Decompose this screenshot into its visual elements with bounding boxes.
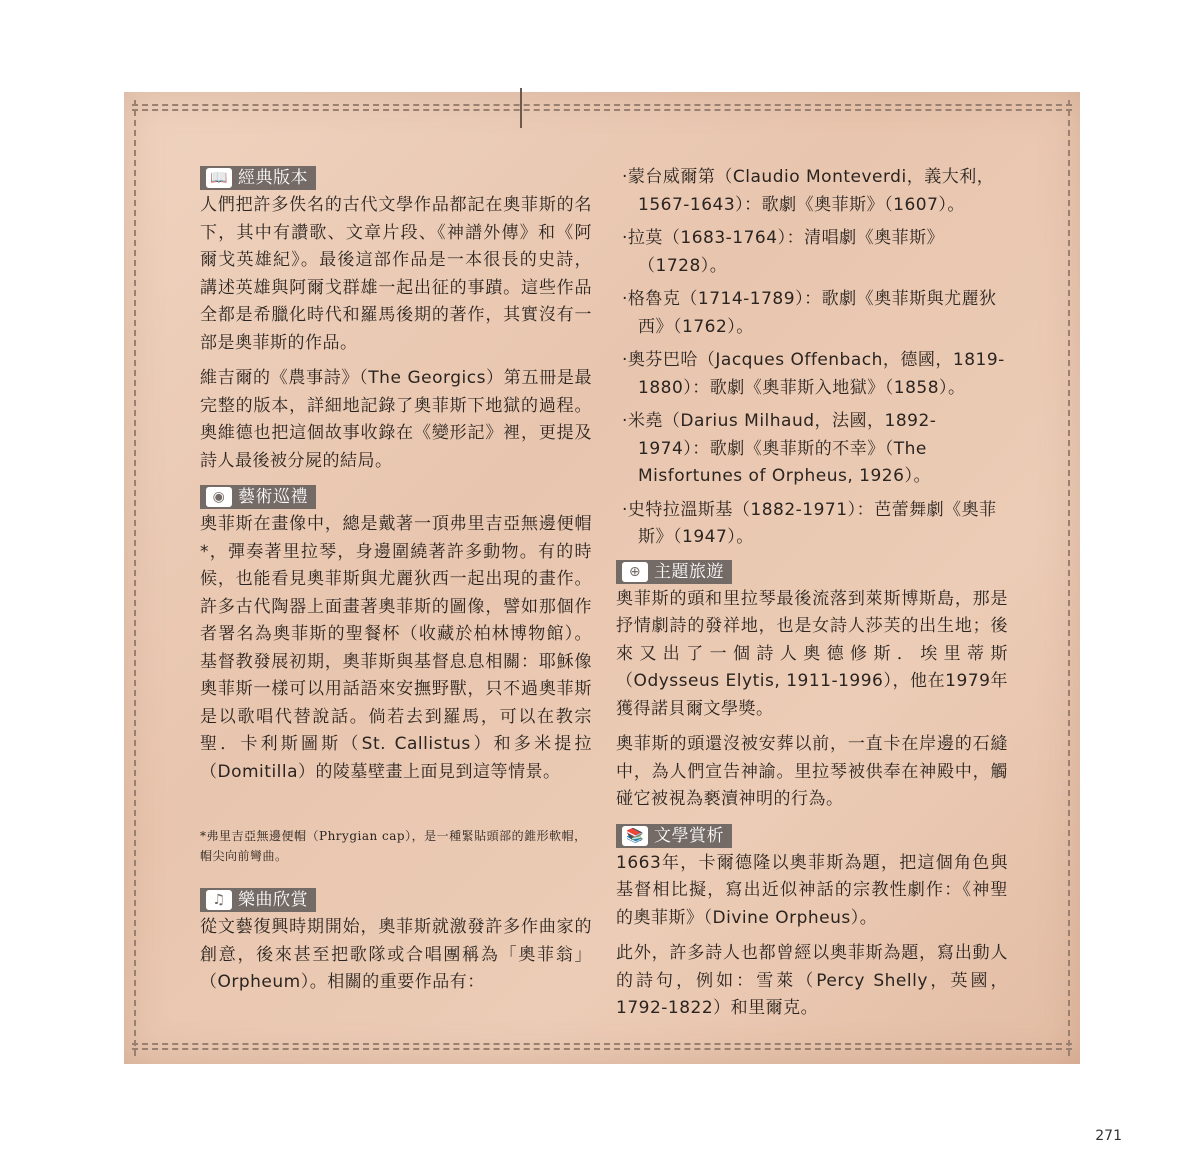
list-item: ·拉莫（1683-1764）：清唱劇《奧菲斯》（1728）。 bbox=[622, 228, 945, 276]
paragraph: 奧菲斯的頭還沒被安葬以前，一直卡在岸邊的石縫中，為人們宣告神諭。里拉琴被供奉在神殿中，觸碰它被視為褻瀆神明的行為。 bbox=[616, 734, 1008, 809]
section-title: 藝術巡禮 bbox=[238, 487, 308, 507]
crop-mark bbox=[520, 88, 522, 128]
dashed-border-right bbox=[1068, 100, 1070, 1056]
dashed-border-top-inner bbox=[132, 109, 1072, 111]
section-title: 主題旅遊 bbox=[654, 561, 724, 582]
page-number: 271 bbox=[1095, 1128, 1122, 1144]
paragraph: 1663年，卡爾德隆以奧菲斯為題，把這個角色與基督相比擬，寫出近似神話的宗教性劇作：《神聖的奧菲斯》（Divine Orpheus）。 bbox=[616, 852, 1008, 928]
paragraph: 從文藝復興時期開始，奧菲斯就激發許多作曲家的創意，後來甚至把歌隊或合唱團稱為「奧菲翁」（Orpheum）。相關的重要作品有： bbox=[200, 917, 592, 992]
dashed-border-bottom bbox=[132, 1048, 1072, 1050]
paragraph: 人們把許多佚名的古代文學作品都記在奧菲斯的名下，其中有讚歌、文章片段、《神譜外傳》和《阿爾戈英雄紀》。最後這部作品是一本很長的史詩，講述英雄與阿爾戈群雄一起出征的事蹟。這些作品全都是希臘化時代和羅馬後期的著作，其實沒有一部是奧菲斯的作品。 bbox=[200, 195, 592, 353]
paragraph: 此外，許多詩人也都曾經以奧菲斯為題，寫出動人的詩句，例如：雪萊（Percy Shelly，英國，1792-1822）和里爾克。 bbox=[616, 943, 1008, 1018]
music-note-icon: ♫ bbox=[206, 890, 232, 910]
section-heading-literature bbox=[616, 824, 732, 848]
list-item: ·米堯（Darius Milhaud，法國，1892-1974）：歌劇《奧菲斯的不幸》（The Misfortunes of Orpheus, 1926）。 bbox=[622, 411, 937, 486]
paragraph: 奧菲斯的頭和里拉琴最後流落到萊斯博斯島，那是抒情劇詩的發祥地，也是女詩人莎芙的出生地；後來又出了一個詩人奧德修斯．埃里蒂斯（Odysseus Elytis, 1911-1996），他在1979年獲得諾貝爾文學獎。 bbox=[616, 588, 1008, 719]
paragraph: 奧菲斯在畫像中，總是戴著一頂弗里吉亞無邊便帽*，彈奏著里拉琴，身邊圍繞著許多動物。有的時候，也能看見奧菲斯與尤麗狄西一起出現的畫作。許多古代陶器上面畫著奧菲斯的圖像，譬如那個作者署名為奧菲斯的聖餐杯（收藏於柏林博物館）。基督教發展初期，奧菲斯與基督息息相關：耶穌像奧菲斯一樣可以用話語來安撫野獸，只不過奧菲斯是以歌唱代替說話。倘若去到羅馬，可以在教宗聖．卡利斯圖斯（St. Callistus）和多米提拉（Domitilla）的陵墓壁畫上面見到這等情景。 bbox=[200, 514, 592, 782]
open-book-icon: 📖 bbox=[206, 168, 232, 188]
section-title: 文學賞析 bbox=[654, 825, 724, 846]
list-item: ·史特拉溫斯基（1882-1971）：芭蕾舞劇《奧菲斯》（1947）。 bbox=[622, 499, 997, 547]
dashed-border-left bbox=[134, 100, 136, 1056]
list-item: ·格魯克（1714-1789）：歌劇《奧菲斯與尤麗狄西》（1762）。 bbox=[622, 289, 997, 337]
left-column bbox=[200, 164, 592, 1005]
section-heading-art bbox=[200, 485, 316, 509]
dashed-border-top bbox=[132, 104, 1072, 106]
globe-icon: ⊕ bbox=[622, 562, 648, 582]
footnote: *弗里吉亞無邊便帽（Phrygian cap），是一種緊貼頭部的錐形軟帽，帽尖向前彎曲。 bbox=[200, 829, 587, 863]
list-item: ·奧芬巴哈（Jacques Offenbach，德國，1819-1880）：歌劇《奧菲斯入地獄》（1858）。 bbox=[622, 350, 1005, 398]
books-icon: 📚 bbox=[622, 826, 648, 846]
list-item: ·蒙台威爾第（Claudio Monteverdi，義大利，1567-1643）：歌劇《奧菲斯》（1607）。 bbox=[622, 167, 995, 215]
dashed-border-bottom-inner bbox=[132, 1043, 1072, 1045]
section-title: 樂曲欣賞 bbox=[238, 890, 308, 910]
section-heading-travel bbox=[616, 560, 732, 584]
right-column bbox=[616, 164, 1008, 1031]
eye-icon: ◉ bbox=[206, 487, 232, 507]
paragraph: 維吉爾的《農事詩》（The Georgics）第五冊是最完整的版本，詳細地記錄了奧菲斯下地獄的過程。奧維德也把這個故事收錄在《變形記》裡，更提及詩人最後被分屍的結局。 bbox=[200, 368, 592, 471]
section-heading-classic bbox=[200, 166, 316, 190]
section-title: 經典版本 bbox=[238, 168, 308, 188]
section-heading-music bbox=[200, 888, 316, 912]
